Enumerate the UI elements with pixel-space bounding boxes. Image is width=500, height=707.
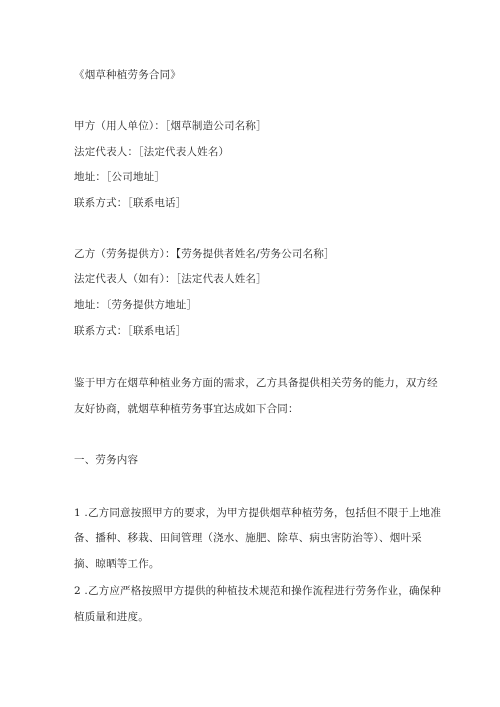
- party-a-name: 甲方（用人单位）：［烟草制造公司名称］: [74, 120, 267, 132]
- party-a-legal-rep: 法定代表人：［法定代表人姓名）: [74, 146, 230, 158]
- party-b-legal-rep: 法定代表人（如有）：［法定代表人姓名］: [74, 273, 267, 285]
- section-1-item-1-line-3: 摘、晾晒等工作。: [74, 558, 160, 570]
- section-1-item-2-line-2: 植质量和进度。: [74, 611, 149, 623]
- party-a-address: 地址：［公司地址］: [74, 171, 166, 183]
- document-title: 《烟草种植劳务合同》: [74, 69, 181, 81]
- preamble-line-1: 鉴于甲方在烟草种植业务方面的需求，乙方具备提供相关劳务的能力，双方经: [74, 377, 438, 389]
- party-b-contact: 联系方式：［联系电话］: [74, 325, 187, 337]
- section-1-item-1-line-2: 备、播种、移栽、田间管理（浇水、施肥、除草、病虫害防治等）、烟叶采: [74, 532, 422, 544]
- section-1-item-1-line-1: 1 .乙方同意按照甲方的要求，为甲方提供烟草种植劳务，包括但不限于上地准: [74, 507, 442, 519]
- party-b-name: 乙方（劳务提供方）：【劳务提供者姓名/劳务公司名称］: [74, 248, 335, 260]
- section-1-heading: 一、劳务内容: [74, 454, 139, 466]
- section-1-item-2-line-1: 2 .乙方应严格按照甲方提供的种植技术规范和操作流程进行劳务作业，确保种: [74, 585, 442, 597]
- preamble-line-2: 友好协商，就烟草种植劳务事宜达成如下合同：: [74, 403, 299, 415]
- party-b-address: 地址：〔劳务提供方地址］: [74, 299, 198, 311]
- party-a-contact: 联系方式：［联系电话］: [74, 197, 187, 209]
